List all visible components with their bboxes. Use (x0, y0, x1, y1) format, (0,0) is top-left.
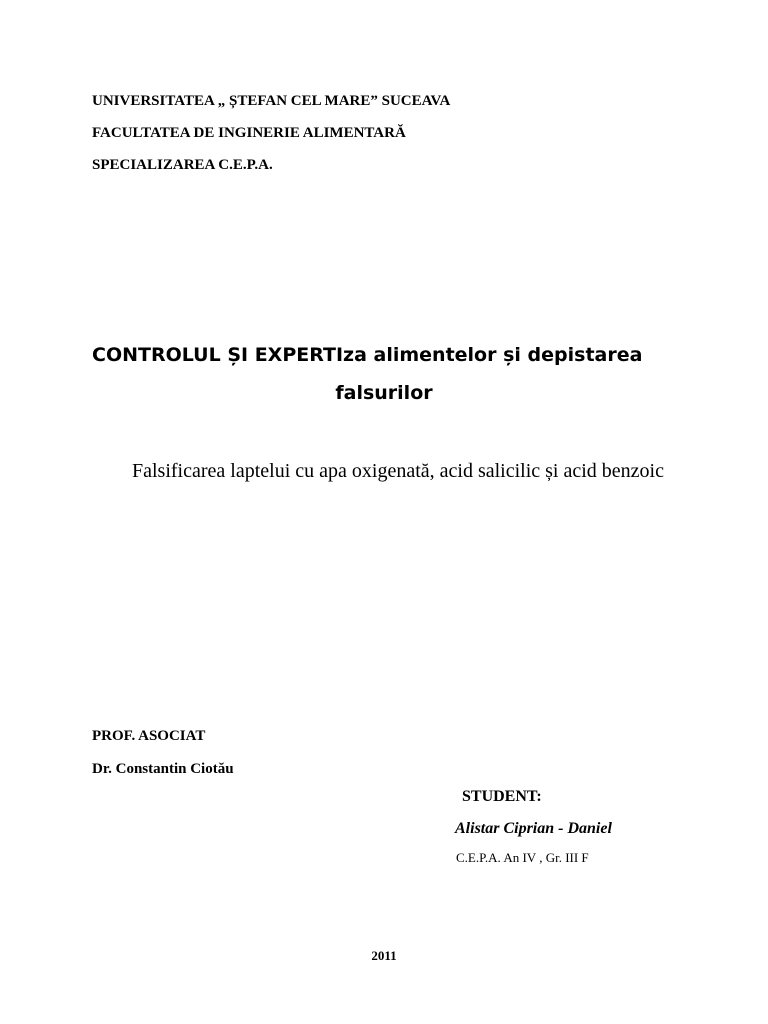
document-year: 2011 (371, 948, 397, 963)
student-group: C.E.P.A. An IV , Gr. III F (456, 850, 589, 865)
document-title-line-1: CONTROLUL ȘI EXPERTIza alimentelor și depistarea (92, 344, 643, 366)
document-subtitle: Falsificarea laptelui cu apa oxigenată, acid salicilic și acid benzoic (132, 460, 664, 482)
document-title-line-2: falsurilor (335, 382, 433, 404)
professor-name: Dr. Constantin Ciotău (92, 761, 234, 777)
faculty-name: FACULTATEA DE INGINERIE ALIMENTARĂ (92, 125, 406, 141)
specialization-name: SPECIALIZAREA C.E.P.A. (92, 157, 273, 173)
professor-role: PROF. ASOCIAT (92, 728, 206, 744)
university-name: UNIVERSITATEA „ ȘTEFAN CEL MARE” SUCEAVA (92, 93, 451, 109)
student-name: Alistar Ciprian - Daniel (455, 820, 612, 837)
student-label: STUDENT: (462, 788, 542, 805)
